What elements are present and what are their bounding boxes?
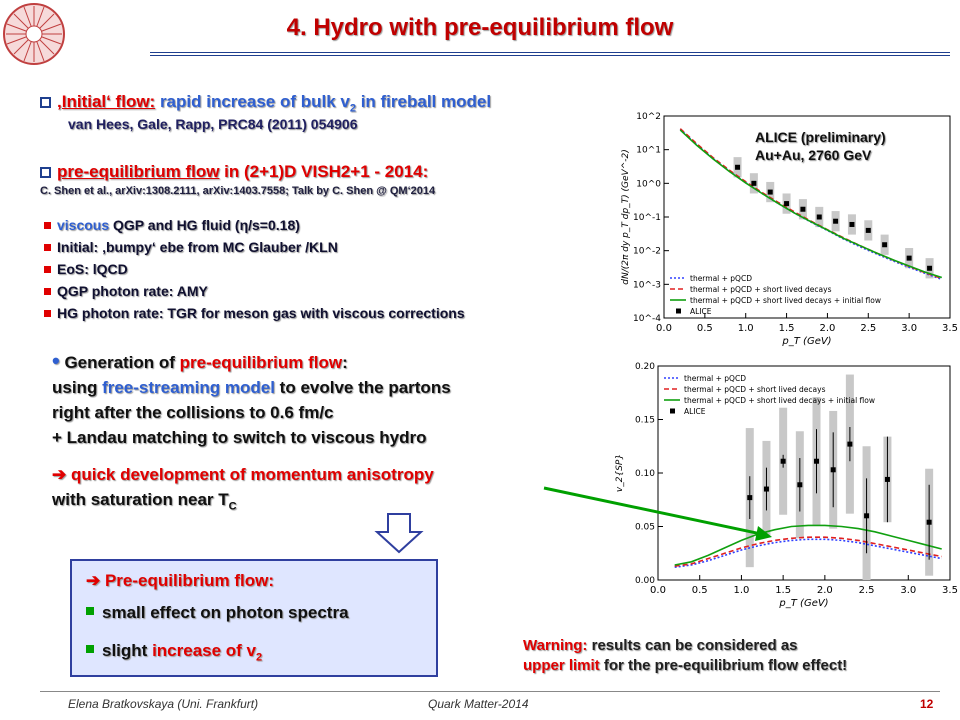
legend-swatch bbox=[670, 409, 675, 414]
slide-title: 4. Hydro with pre-equilibrium flow bbox=[286, 14, 674, 41]
list-item: viscous QGP and HG fluid (η/s=0.18) bbox=[44, 214, 465, 236]
x-tick-label: 0.0 bbox=[650, 585, 666, 596]
data-point bbox=[751, 181, 756, 186]
list-item: Initial: ‚bumpy‘ ebe from MC Glauber /KLN bbox=[44, 236, 465, 258]
reference-van-hees: van Hees, Gale, Rapp, PRC84 (2011) 054906 bbox=[68, 116, 358, 132]
data-point bbox=[781, 459, 786, 464]
legend-label: thermal + pQCD + short lived decays bbox=[690, 285, 832, 294]
square-bullet-icon bbox=[40, 167, 51, 178]
green-bullet-icon bbox=[86, 645, 94, 653]
y-tick-label: 10^0 bbox=[636, 179, 661, 190]
data-point bbox=[831, 467, 836, 472]
list-item: QGP photon rate: AMY bbox=[44, 280, 465, 302]
x-tick-label: 0.5 bbox=[691, 585, 708, 596]
y-tick-label: 10^-4 bbox=[633, 314, 661, 324]
data-point bbox=[849, 222, 854, 227]
green-bullet-icon bbox=[86, 607, 94, 615]
y-tick-label: 0.20 bbox=[634, 362, 655, 372]
footer-conference: Quark Matter-2014 bbox=[428, 697, 529, 711]
data-point bbox=[797, 482, 802, 487]
legend-label: thermal + pQCD + short lived decays bbox=[684, 385, 826, 394]
red-bullet-icon bbox=[44, 222, 51, 229]
x-tick-label: 1.5 bbox=[775, 585, 792, 596]
initial-flow-item: ‚Initial‘ flow: rapid increase of bulk $v_2$ in fireball model bbox=[40, 92, 491, 114]
legend-label: thermal + pQCD + short lived decays + initial flow bbox=[690, 296, 881, 305]
data-point bbox=[927, 520, 932, 525]
right-arrow-icon: ➔ bbox=[52, 465, 67, 484]
legend-label: ALICE bbox=[684, 407, 706, 416]
x-tick-label: 0.0 bbox=[656, 323, 672, 334]
alice-annotation: ALICE (preliminary) Au+Au, 2760 GeV bbox=[755, 129, 886, 163]
data-point bbox=[927, 266, 932, 271]
x-tick-label: 3.5 bbox=[942, 585, 958, 596]
list-item: HG photon rate: TGR for meson gas with viscous corrections bbox=[44, 302, 465, 324]
dot-bullet-icon: • bbox=[52, 348, 60, 373]
y-tick-label: 0.05 bbox=[634, 522, 655, 533]
x-tick-label: 2.0 bbox=[816, 585, 833, 596]
initial-flow-label: ‚Initial‘ flow: bbox=[57, 92, 156, 111]
x-tick-label: 1.0 bbox=[733, 585, 750, 596]
y-tick-label: 0.15 bbox=[634, 415, 655, 426]
generation-paragraph: • Generation of pre-equilibrium flow: using free-streaming model to evolve the partons right after the collisions to 0.6 fm/c + Landau matching to switch to viscous hydro ➔ quick development of momentum anisotropy with saturation near $T_C$ bbox=[52, 348, 451, 513]
data-point bbox=[784, 201, 789, 206]
y-axis-label: dN/(2π dy p_T dp_T) (GeV^-2) bbox=[621, 149, 631, 285]
down-arrow-icon bbox=[374, 512, 424, 554]
red-bullet-icon bbox=[44, 244, 51, 251]
red-bullet-icon bbox=[44, 266, 51, 273]
red-bullet-icon bbox=[44, 288, 51, 295]
y-tick-label: 10^2 bbox=[636, 112, 661, 122]
x-axis-label: p_T (GeV) bbox=[779, 598, 829, 609]
right-arrow-icon: ➔ bbox=[86, 571, 101, 590]
legend-label: thermal + pQCD bbox=[690, 274, 752, 283]
data-point bbox=[864, 513, 869, 518]
data-point bbox=[735, 165, 740, 170]
x-tick-label: 2.5 bbox=[858, 585, 875, 596]
footer-divider bbox=[40, 691, 940, 692]
data-point bbox=[800, 207, 805, 212]
x-tick-label: 3.5 bbox=[942, 323, 958, 334]
reference-shen: C. Shen et al., arXiv:1308.2111, arXiv:1403.7558; Talk by C. Shen @ QM‘2014 bbox=[40, 185, 436, 197]
data-point bbox=[885, 477, 890, 482]
x-axis-label: p_T (GeV) bbox=[782, 336, 832, 347]
data-point bbox=[817, 215, 822, 220]
footer-author: Elena Bratkovskaya (Uni. Frankfurt) bbox=[68, 697, 259, 711]
x-tick-label: 3.0 bbox=[900, 585, 917, 596]
square-bullet-icon bbox=[40, 97, 51, 108]
data-point bbox=[814, 459, 819, 464]
list-item: EoS: lQCD bbox=[44, 258, 465, 280]
x-tick-label: 1.5 bbox=[778, 323, 795, 334]
red-bullet-icon bbox=[44, 310, 51, 317]
x-tick-label: 2.5 bbox=[860, 323, 877, 334]
page-number: 12 bbox=[920, 697, 934, 711]
legend-label: thermal + pQCD + short lived decays + initial flow bbox=[684, 396, 875, 405]
green-pointer-arrow bbox=[540, 480, 790, 550]
data-point bbox=[768, 190, 773, 195]
data-point bbox=[833, 219, 838, 224]
x-tick-label: 0.5 bbox=[696, 323, 713, 334]
y-axis-label: v_2{SP} bbox=[615, 453, 625, 493]
data-point bbox=[866, 228, 871, 233]
x-tick-label: 3.0 bbox=[901, 323, 918, 334]
legend-swatch bbox=[676, 309, 681, 314]
x-tick-label: 2.0 bbox=[819, 323, 836, 334]
title-underline bbox=[150, 52, 950, 56]
pre-equilibrium-item: pre-equilibrium flow in (2+1)D VISH2+1 - 2014: bbox=[40, 162, 428, 182]
legend-label: ALICE bbox=[690, 307, 712, 316]
y-tick-label: 0.10 bbox=[634, 469, 655, 479]
y-tick-label: 10^-1 bbox=[633, 213, 661, 223]
data-point bbox=[847, 442, 852, 447]
y-tick-label: 0.00 bbox=[634, 576, 655, 586]
data-point bbox=[882, 242, 887, 247]
y-tick-label: 10^-2 bbox=[633, 246, 661, 257]
summary-box: ➔ Pre-equilibrium flow: small effect on photon spectra slight increase of $v_2$ bbox=[70, 559, 438, 677]
model-bullet-list bbox=[44, 214, 465, 324]
legend-label: thermal + pQCD bbox=[684, 374, 746, 383]
x-tick-label: 1.0 bbox=[737, 323, 754, 334]
y-tick-label: 10^-3 bbox=[633, 280, 661, 291]
data-point bbox=[907, 256, 912, 261]
y-tick-label: 10^1 bbox=[636, 145, 661, 156]
warning-note: Warning: results can be considered as upper limit for the pre-equilibrium flow effect! bbox=[523, 637, 848, 674]
